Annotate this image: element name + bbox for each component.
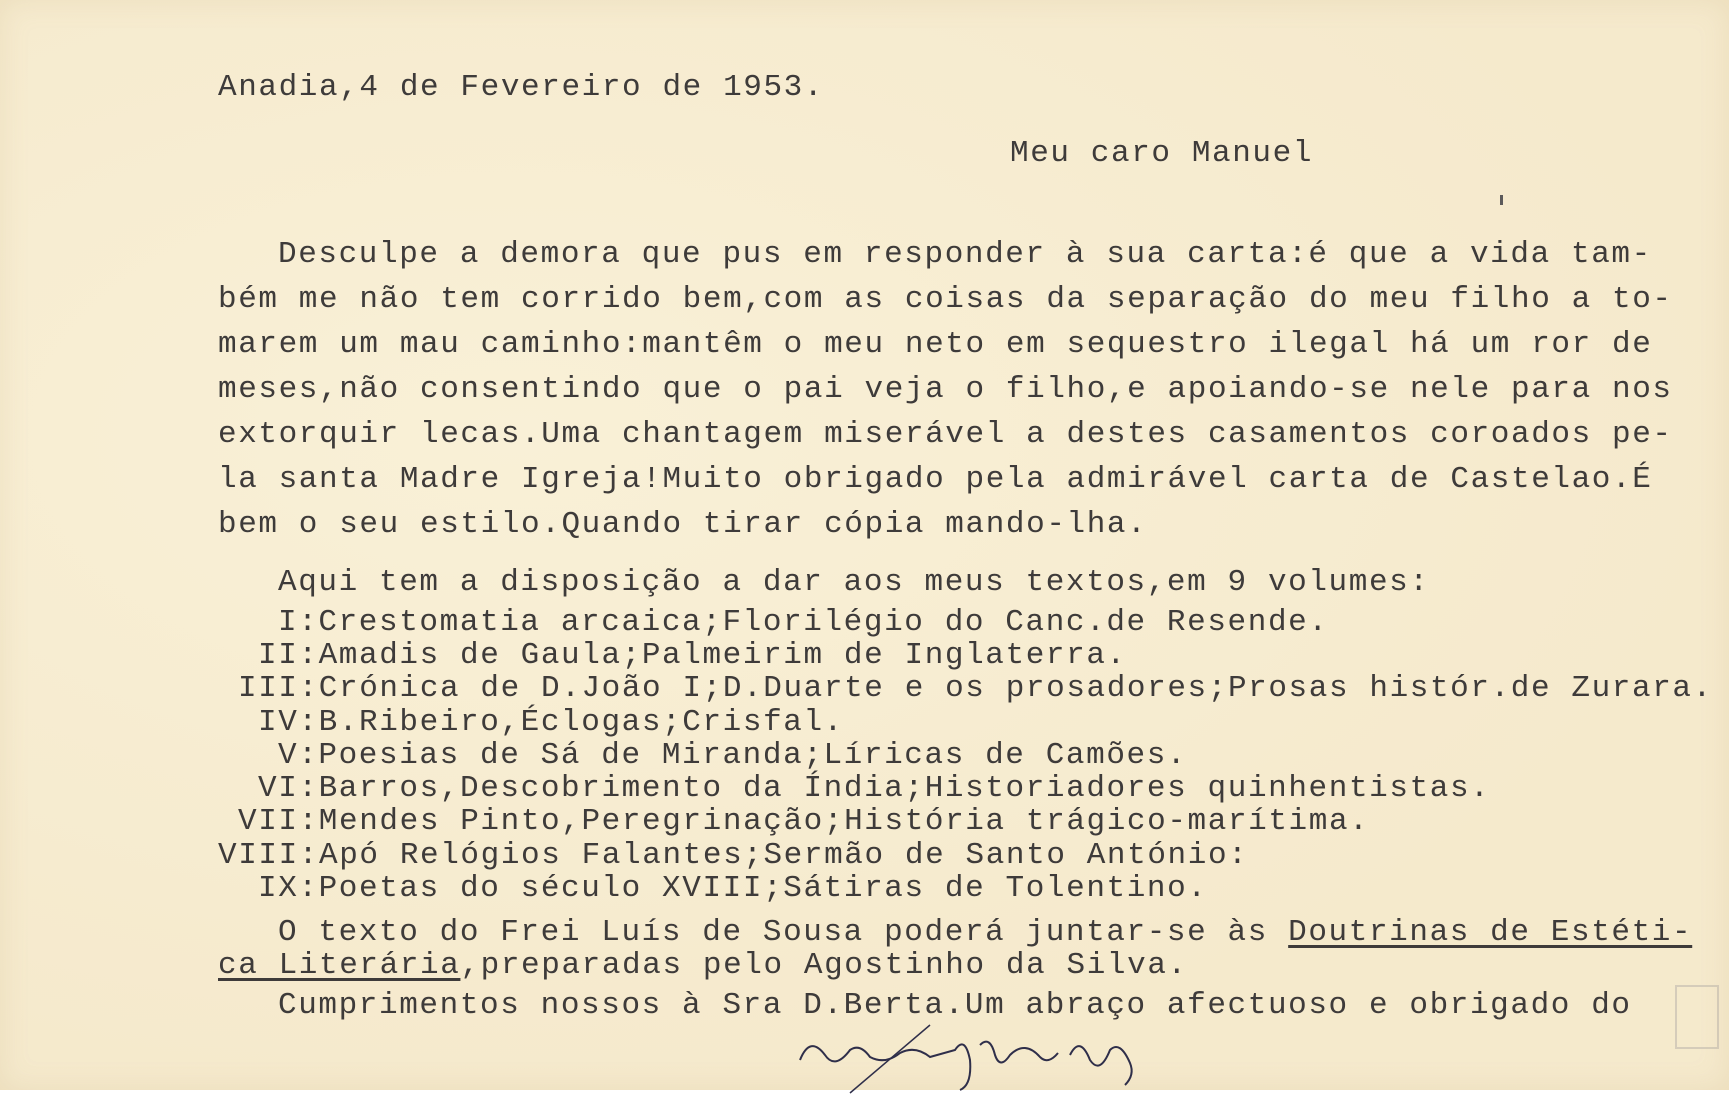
list-item: III:Crónica de D.João I;D.Duarte e os prosadores;Prosas histór.de Zurara. [238, 671, 1713, 706]
text-line: extorquir lecas.Uma chantagem miserável a destes casamentos coroados pe- [218, 417, 1673, 452]
letter-date: Anadia,4 de Fevereiro de 1953. [218, 70, 825, 105]
text-line: bem o seu estilo.Quando tirar cópia mando-lha. [218, 507, 1148, 542]
text-line: marem um mau caminho:mantêm o meu neto em sequestro ilegal há um ror de [218, 327, 1653, 362]
list-item: IV:B.Ribeiro,Éclogas;Crisfal. [258, 705, 844, 740]
text-line: Desculpe a demora que pus em responder à sua carta:é que a vida tam- [278, 237, 1652, 272]
text-line: bém me não tem corrido bem,com as coisas da separação do meu filho a to- [218, 282, 1673, 317]
ink-mark [1500, 195, 1503, 205]
paragraph-2: Aqui tem a disposição a dar aos meus textos,em 9 volumes: [278, 565, 1430, 600]
list-item: V:Poesias de Sá de Miranda;Líricas de Camões. [278, 738, 1188, 773]
book-title-underlined: Doutrinas de Estéti- [1288, 915, 1693, 950]
text-line [278, 917, 1692, 948]
list-item: VII:Mendes Pinto,Peregrinação;História trágico-marítima. [238, 804, 1370, 839]
list-item: IX:Poetas do século XVIII;Sátiras de Tolentino. [258, 871, 1208, 906]
archive-stamp [1675, 985, 1719, 1049]
text-segment: O texto do Frei Luís de Sousa poderá juntar-se às [278, 915, 1289, 950]
list-item: VI:Barros,Descobrimento da Índia;Historiadores quinhentistas. [258, 771, 1491, 806]
book-title-underlined: ca Literária [218, 948, 461, 983]
text-line [218, 950, 1188, 981]
list-item: VIII:Apó Relógios Falantes;Sermão de Santo António: [218, 838, 1249, 873]
list-item: I:Crestomatia arcaica;Florilégio do Canc.de Resende. [278, 605, 1329, 640]
paragraph-4: Cumprimentos nossos à Sra D.Berta.Um abraço afectuoso e obrigado do [278, 988, 1632, 1023]
text-line: la santa Madre Igreja!Muito obrigado pela admirável carta de Castelao.É [218, 462, 1653, 497]
handwritten-signature [790, 1015, 1170, 1095]
text-segment: ,preparadas pelo Agostinho da Silva. [460, 948, 1188, 983]
text-line: meses,não consentindo que o pai veja o filho,e apoiando-se nele para nos [218, 372, 1673, 407]
letter-greeting: Meu caro Manuel [1010, 136, 1314, 171]
list-item: II:Amadis de Gaula;Palmeirim de Inglaterra. [258, 638, 1127, 673]
